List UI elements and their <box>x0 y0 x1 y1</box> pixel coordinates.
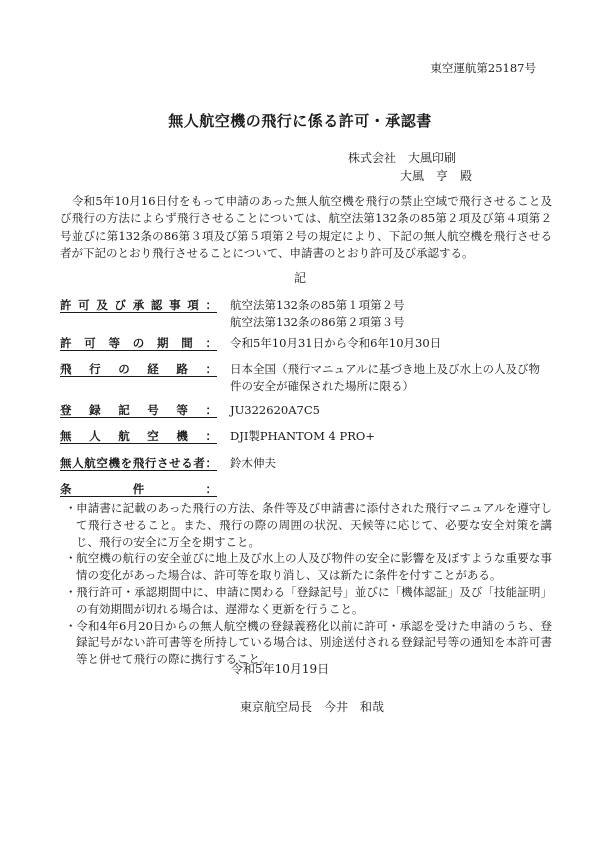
ki-heading: 記 <box>293 271 306 285</box>
addressee-person: 大風 亨 殿 <box>400 169 473 183</box>
item-label: 無人航空機を飛行させる者： <box>60 456 217 470</box>
item-value-line: 航空法第132条の85第１項第２号 <box>230 298 405 312</box>
condition-item <box>65 550 552 584</box>
condition-item <box>65 584 552 618</box>
item-value <box>230 428 548 445</box>
item-value-line: DJI製PHANTOM 4 PRO+ <box>230 429 375 443</box>
intro-paragraph: 令和5年10月16日付をもって申請のあった無人航空機を飛行の禁止空域で飛行させること及び飛行の方法によらず飛行させることについては、航空法第132条の85第２項及び第４項第２号並びに第132条の86第３項及び第５項第２号の規定により、下記の無人航空機を飛行させる者が下記のとおり飛行させることについて、申請書のとおり許可及び承認する。 <box>60 194 552 261</box>
item-label: 許可等の期間： <box>60 336 217 350</box>
bullet-symbol: ・ <box>65 551 77 566</box>
condition-text: 申請書に記載のあった飛行の方法、条件等及び申請書に添付された飛行マニュアルを遵守して飛行させること。また、飛行の際の周囲の状況、天候等に応じて、必要な安全対策を講じ、飛行の安全に万全を期すこと。 <box>76 501 552 549</box>
item-value-line: 航空法第132条の86第２項第３号 <box>230 314 405 329</box>
document-number: 東空運航第25187号 <box>430 61 536 75</box>
condition-text: 令和4年6月20日からの無人航空機の登録義務化以前に許可・承認を受けた申請のうち、登録記号がない許可書等を所持している場合は、別途送付される登録記号等の通知を本許可書等と併せて飛行の際に携行すること。 <box>76 618 552 667</box>
item-value <box>230 402 548 419</box>
item-label: 無人航空機： <box>60 429 217 443</box>
item-value-line: 鈴木伸夫 <box>230 456 276 470</box>
bullet-symbol: ・ <box>65 618 77 633</box>
conditions-list <box>65 500 552 668</box>
item-label: 条件： <box>60 482 217 496</box>
item-value-line: 令和5年10月31日から令和6年10月30日 <box>230 336 442 350</box>
item-value <box>230 297 548 330</box>
issuer-signature: 東京航空局長 今井 和哉 <box>240 700 385 714</box>
issue-date: 令和5年10月19日 <box>231 662 330 676</box>
condition-text: 航空機の航行の安全並びに地上及び水上の人及び物件の安全に影響を及ぼすような重要な事情の変化があった場合は、許可等を取り消し、又は新たに条件を付すことがある。 <box>76 551 552 583</box>
bullet-symbol: ・ <box>65 584 77 599</box>
item-label: 飛行の経路： <box>60 362 217 376</box>
item-value-line: JU322620A7C5 <box>230 403 320 417</box>
item-value <box>230 455 548 472</box>
item-label: 許可及び承認事項： <box>60 298 217 312</box>
item-value-line: 日本全国（飛行マニュアルに基づき地上及び水上の人及び物件の安全が確保された場所に限る） <box>230 362 541 393</box>
addressee-company: 株式会社 大風印刷 <box>348 151 457 165</box>
item-value <box>230 361 548 394</box>
item-value <box>230 335 548 352</box>
bullet-symbol: ・ <box>65 501 77 515</box>
item-label: 登録記号等： <box>60 403 217 417</box>
condition-text: 飛行許可・承認期間中に、申請に関わる「登録記号」並びに「機体認証」及び「技能証明」の有効期間が切れる場合は、遅滞なく更新を行うこと。 <box>76 584 552 616</box>
document-title: 無人航空機の飛行に係る許可・承認書 <box>168 112 432 130</box>
condition-item <box>65 500 552 550</box>
